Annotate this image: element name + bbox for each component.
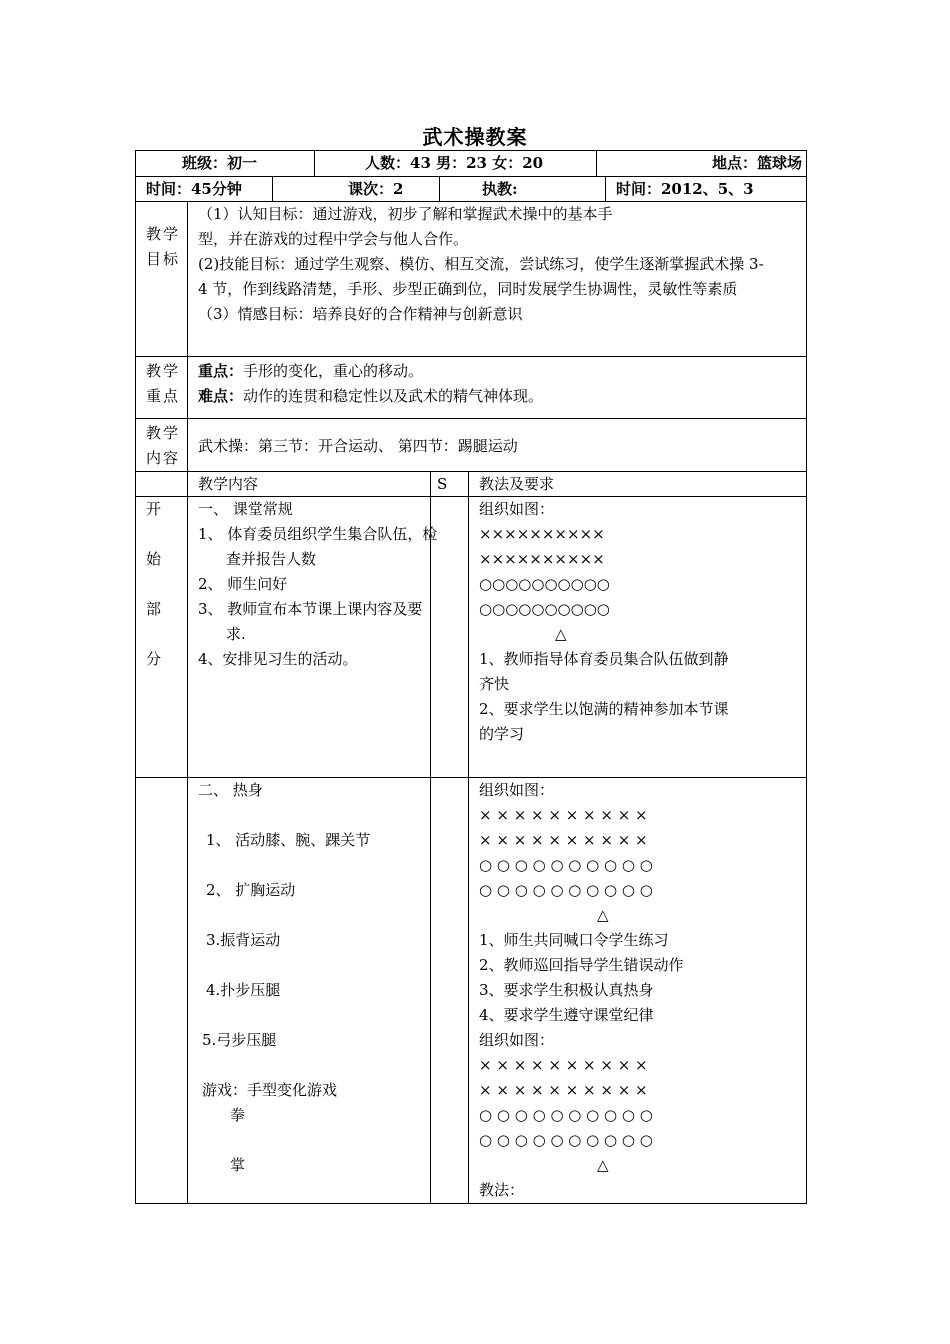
- header-row-2: [136, 177, 807, 202]
- duration-cell: 时间：45分钟: [136, 177, 273, 201]
- header-row-1: [136, 151, 807, 177]
- col-s-header: S: [431, 472, 469, 497]
- formation-x-row: ××××××××××: [479, 525, 605, 543]
- formation-x-row: × × × × × × × × × ×: [479, 831, 648, 849]
- formation-x-row: × × × × × × × × × ×: [479, 1056, 648, 1074]
- teacher-cell: 执教:: [440, 177, 606, 201]
- goals-label: 教学 目标: [136, 202, 188, 357]
- page-title: 武术操教案: [422, 125, 528, 149]
- part1-method: 组织如图： ×××××××××× ×××××××××× ○○○○○○○○○○ ○○○○○○○○○○ △ 1、教师指导体育委员集合队伍做到静 齐快 2、要求学生以饱满的精神参加本节课 的学习: [469, 497, 807, 778]
- goals-row: [136, 202, 807, 357]
- teacher-triangle-icon: △: [597, 1156, 609, 1174]
- keypoints-text: 重点：手形的变化，重心的移动。 难点：动作的连贯和稳定性以及武术的精气神体现。: [188, 357, 807, 419]
- place-cell: 地点：篮球场: [597, 151, 807, 177]
- formation-x-row: × × × × × × × × × ×: [479, 806, 648, 824]
- formation-o-row: ○○○○○○○○○○: [479, 575, 610, 593]
- people-cell: 人数：43 男：23 女：20: [315, 151, 597, 177]
- formation-o-row: ○ ○ ○ ○ ○ ○ ○ ○ ○ ○: [479, 856, 653, 874]
- formation-o-row: ○ ○ ○ ○ ○ ○ ○ ○ ○ ○: [479, 1131, 653, 1149]
- content-row: [136, 419, 807, 472]
- column-header-row: [136, 472, 807, 497]
- lesson-cell: 课次：2: [273, 177, 440, 201]
- formation-o-row: ○ ○ ○ ○ ○ ○ ○ ○ ○ ○: [479, 881, 653, 899]
- lesson-plan-table: [135, 150, 807, 1204]
- class-cell: 班级：初一: [136, 151, 315, 177]
- goals-text: （1）认知目标：通过游戏，初步了解和掌握武术操中的基本手 型，并在游戏的过程中学会与他人合作。 (2)技能目标：通过学生观察、模仿、相互交流，尝试练习，使学生逐渐掌握武术操 3- 4 节，作到线路清楚，手形、步型正确到位，同时发展学生协调性，灵敏性等素质 （3）情感目标：培养良好的合作精神与创新意识: [188, 202, 807, 357]
- part2-heading: 二、 热身: [198, 781, 263, 799]
- content-text: 武术操：第三节：开合运动、 第四节：踢腿运动: [188, 419, 807, 472]
- content-label: 教学 内容: [136, 419, 188, 472]
- teacher-triangle-icon: △: [555, 625, 567, 643]
- date-cell: 时间：2012、5、3: [616, 180, 754, 198]
- formation-x-row: ××××××××××: [479, 550, 605, 568]
- part1-heading: 一、 课堂常规: [198, 500, 293, 518]
- teacher-triangle-icon: △: [597, 906, 609, 924]
- part1-row: [136, 497, 807, 778]
- formation-o-row: ○○○○○○○○○○: [479, 600, 610, 618]
- keypoints-label: 教学 重点: [136, 357, 188, 419]
- part1-label: 开 始 部 分: [136, 497, 188, 778]
- part2-row: [136, 778, 807, 1204]
- formation-o-row: ○ ○ ○ ○ ○ ○ ○ ○ ○ ○: [479, 1106, 653, 1124]
- col-content-header: 教学内容: [188, 472, 431, 497]
- formation-x-row: × × × × × × × × × ×: [479, 1081, 648, 1099]
- part2-method: 组织如图： × × × × × × × × × × × × × × × × × × × × ○ ○ ○ ○ ○ ○ ○ ○ ○ ○ ○ ○ ○ ○ ○ ○ ○ ○ ○ ○ △ 1、师生共同喊口令学生练习 2、教师巡回指导学生错误动作 3、要求学生积极认真热身 4、要求学生遵守课堂纪律 组织如图： × × × × × × × × × × × × × × × × × × × × ○ ○ ○ ○ ○ ○ ○ ○ ○ ○ ○ ○ ○ ○ ○ ○ ○ ○ ○ ○ △ 教法：: [469, 778, 807, 1204]
- part1-content: 一、 课堂常规 1、 体育委员组织学生集合队伍，检 查并报告人数 2、 师生问好 3、 教师宣布本节课上课内容及要 求. 4、安排见习生的活动。: [188, 497, 431, 778]
- col-method-header: 教法及要求: [469, 472, 807, 497]
- keypoints-row: [136, 357, 807, 419]
- part2-content: 二、 热身 1、 活动膝、腕、踝关节 2、 扩胸运动 3.振背运动 4.扑步压腿 5.弓步压腿 游戏：手型变化游戏 拳 掌: [188, 778, 431, 1204]
